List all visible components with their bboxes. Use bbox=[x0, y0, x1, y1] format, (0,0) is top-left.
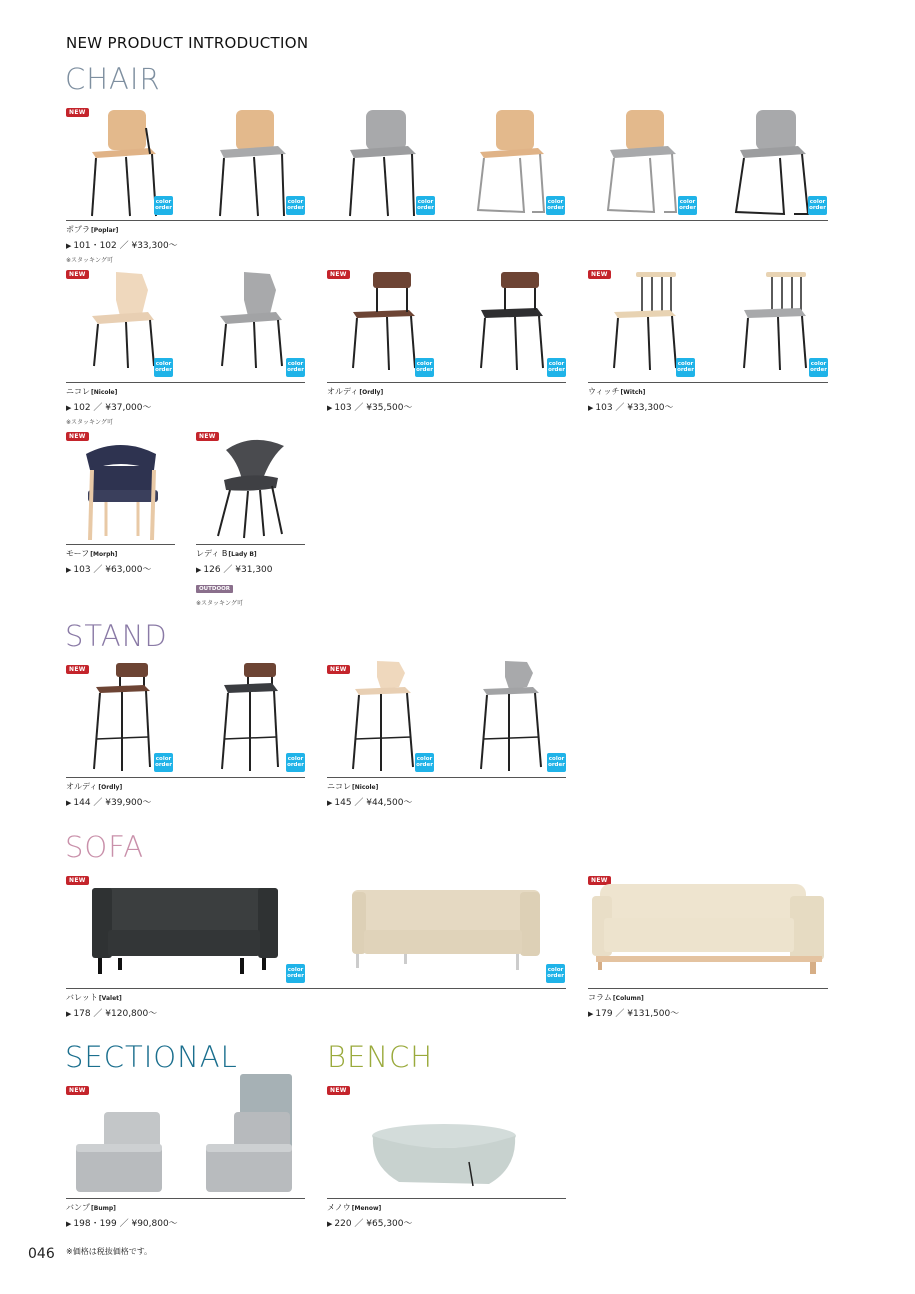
product-name: オルディ[Ordly] bbox=[327, 387, 384, 396]
product-morph[interactable] bbox=[66, 432, 175, 575]
product-witch[interactable] bbox=[588, 270, 828, 413]
color-order-badge: color order bbox=[809, 358, 828, 377]
page-number: 046 bbox=[28, 1246, 55, 1262]
color-order-badge: color order bbox=[415, 753, 434, 772]
page-header: NEW PRODUCT INTRODUCTION bbox=[66, 34, 309, 52]
product-ordly-stand[interactable] bbox=[66, 665, 305, 808]
product-nicole-stand[interactable] bbox=[327, 665, 566, 808]
product-bump[interactable] bbox=[66, 1086, 305, 1229]
color-order-badge: color order bbox=[154, 753, 173, 772]
stacking-note: ※スタッキング可 bbox=[66, 419, 113, 426]
product-price: ▶ 101・102 ／ ¥33,300～ bbox=[66, 241, 178, 251]
color-order-badge: color order bbox=[286, 196, 305, 215]
new-badge: NEW bbox=[66, 432, 89, 441]
product-price: ▶ 145 ／ ¥44,500～ bbox=[327, 798, 413, 808]
chair-photo bbox=[474, 108, 554, 220]
new-badge: NEW bbox=[66, 876, 89, 885]
product-photo-row bbox=[66, 108, 828, 220]
chair-photo bbox=[738, 270, 818, 382]
divider bbox=[588, 988, 828, 989]
product-name: オルディ[Ordly] bbox=[66, 782, 123, 791]
divider bbox=[327, 382, 566, 383]
color-order-badge: color order bbox=[286, 964, 305, 983]
product-price: ▶ 144 ／ ¥39,900～ bbox=[66, 798, 152, 808]
divider bbox=[66, 382, 305, 383]
chair-photo bbox=[214, 108, 294, 220]
color-order-badge: color order bbox=[416, 196, 435, 215]
new-badge: NEW bbox=[66, 1086, 89, 1095]
product-name: バレット[Valet] bbox=[66, 993, 122, 1002]
divider bbox=[196, 544, 305, 545]
new-badge: NEW bbox=[588, 270, 611, 279]
color-order-badge: color order bbox=[547, 358, 566, 377]
chair-photo bbox=[80, 436, 164, 544]
product-column[interactable] bbox=[588, 876, 828, 1019]
color-order-badge: color order bbox=[154, 358, 173, 377]
product-price: ▶ 179 ／ ¥131,500～ bbox=[588, 1009, 680, 1019]
section-title-sofa: SOFA bbox=[65, 830, 145, 864]
color-order-badge: color order bbox=[286, 358, 305, 377]
product-menow[interactable] bbox=[327, 1086, 566, 1229]
product-name: ニコレ[Nicole] bbox=[327, 782, 379, 791]
color-order-badge: color order bbox=[678, 196, 697, 215]
sofa-photo bbox=[90, 886, 284, 986]
new-badge: NEW bbox=[66, 108, 89, 117]
new-badge: NEW bbox=[327, 1086, 350, 1095]
chair-photo bbox=[475, 270, 555, 382]
color-order-badge: color order bbox=[546, 196, 565, 215]
stool-photo bbox=[475, 659, 555, 775]
new-badge: NEW bbox=[66, 665, 89, 674]
sectional-photo bbox=[74, 1104, 170, 1196]
product-name: ウィッチ[Witch] bbox=[588, 387, 646, 396]
product-name: ニコレ[Nicole] bbox=[66, 387, 118, 396]
section-title-sectional: SECTIONAL bbox=[65, 1040, 238, 1074]
color-order-badge: color order bbox=[547, 753, 566, 772]
product-name: バンプ[Bump] bbox=[66, 1203, 116, 1212]
product-name: メノウ[Menow] bbox=[327, 1203, 382, 1212]
product-price: ▶ 198・199 ／ ¥90,800～ bbox=[66, 1219, 178, 1229]
divider bbox=[66, 777, 305, 778]
divider bbox=[66, 220, 828, 221]
product-name: コラム[Column] bbox=[588, 993, 644, 1002]
product-ordly[interactable] bbox=[327, 270, 566, 413]
chair-photo bbox=[604, 108, 684, 220]
product-name: モーフ[Morph] bbox=[66, 549, 118, 558]
color-order-badge: color order bbox=[415, 358, 434, 377]
product-name: レディ B[Lady B] bbox=[196, 549, 257, 558]
chair-photo bbox=[734, 108, 814, 220]
product-price: ▶ 102 ／ ¥37,000～ bbox=[66, 403, 152, 413]
chair-photo bbox=[214, 270, 294, 382]
divider bbox=[66, 544, 175, 545]
section-title-chair: CHAIR bbox=[65, 62, 161, 96]
section-title-bench: BENCH bbox=[327, 1040, 434, 1074]
new-badge: NEW bbox=[327, 665, 350, 674]
chair-photo bbox=[212, 436, 292, 544]
outdoor-badge: OUTDOOR bbox=[196, 585, 233, 593]
color-order-badge: color order bbox=[154, 196, 173, 215]
product-price: ▶ 178 ／ ¥120,800～ bbox=[66, 1009, 158, 1019]
new-badge: NEW bbox=[327, 270, 350, 279]
product-price: ▶ 220 ／ ¥65,300～ bbox=[327, 1219, 413, 1229]
divider bbox=[588, 382, 828, 383]
divider bbox=[66, 1198, 305, 1199]
stacking-note: ※スタッキング可 bbox=[66, 257, 113, 264]
color-order-badge: color order bbox=[546, 964, 565, 983]
product-lady-b[interactable] bbox=[196, 432, 305, 607]
product-price: ▶ 126 ／ ¥31,300 bbox=[196, 565, 273, 575]
tax-note: ※価格は税抜価格です。 bbox=[66, 1247, 153, 1256]
product-poplar[interactable] bbox=[66, 108, 828, 264]
divider bbox=[66, 988, 566, 989]
color-order-badge: color order bbox=[676, 358, 695, 377]
bench-photo bbox=[369, 1122, 519, 1192]
product-nicole[interactable] bbox=[66, 270, 305, 426]
sectional-photo bbox=[204, 1072, 300, 1196]
product-valet[interactable] bbox=[66, 876, 566, 1019]
divider bbox=[327, 777, 566, 778]
chair-photo bbox=[344, 108, 424, 220]
product-price: ▶ 103 ／ ¥33,300～ bbox=[588, 403, 674, 413]
new-badge: NEW bbox=[66, 270, 89, 279]
divider bbox=[327, 1198, 566, 1199]
color-order-badge: color order bbox=[286, 753, 305, 772]
sofa-photo bbox=[590, 880, 828, 980]
sofa-photo bbox=[350, 888, 544, 988]
section-title-stand: STAND bbox=[65, 619, 168, 653]
product-price: ▶ 103 ／ ¥63,000～ bbox=[66, 565, 152, 575]
product-name: ポプラ[Poplar] bbox=[66, 225, 119, 234]
stacking-note: ※スタッキング可 bbox=[196, 600, 243, 607]
stool-photo bbox=[214, 661, 294, 775]
new-badge: NEW bbox=[196, 432, 219, 441]
new-badge: NEW bbox=[588, 876, 611, 885]
color-order-badge: color order bbox=[808, 196, 827, 215]
product-price: ▶ 103 ／ ¥35,500～ bbox=[327, 403, 413, 413]
